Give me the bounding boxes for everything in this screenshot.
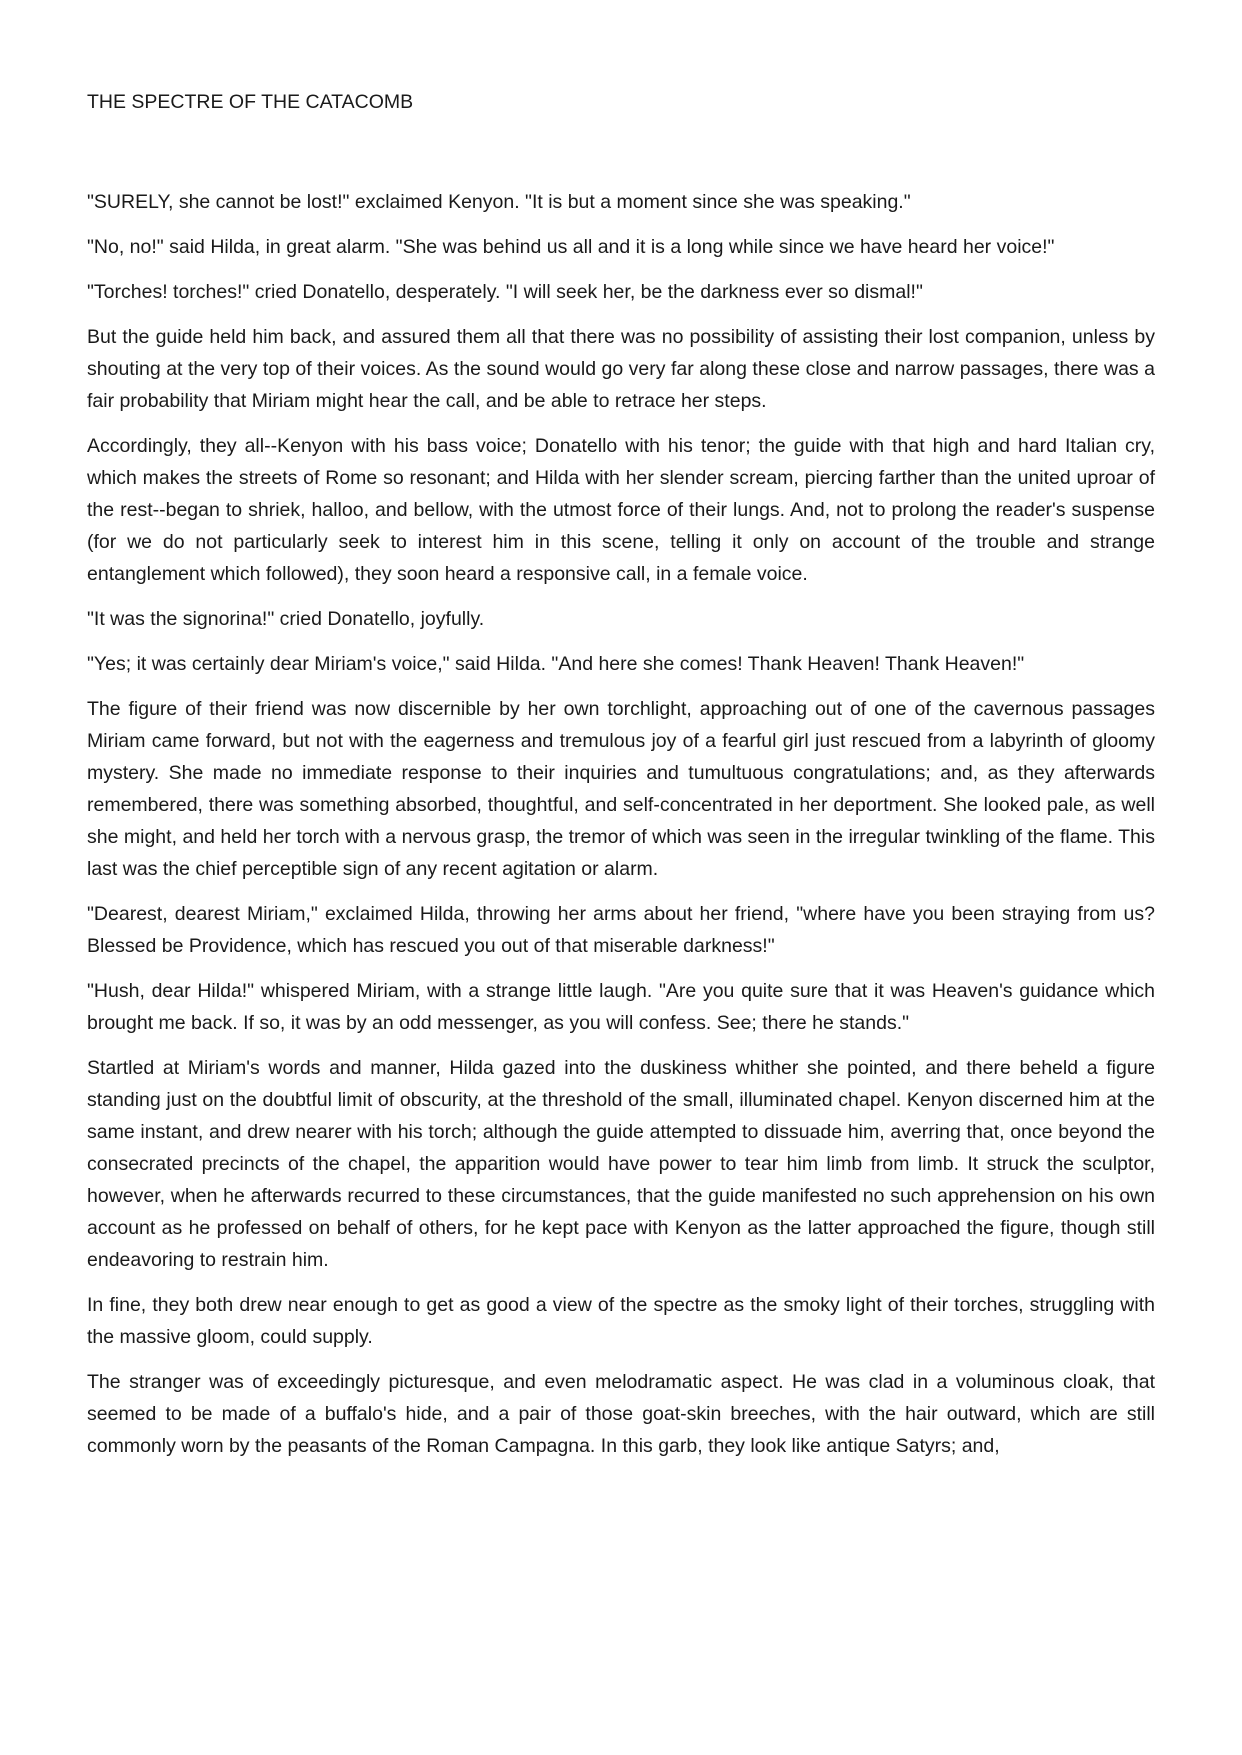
paragraph: "It was the signorina!" cried Donatello, joyfully. (87, 608, 485, 630)
paragraph: Accordingly, they all--Kenyon with his bass voice; Donatello with his tenor; the guide with that high and hard Italian cry, which makes the streets of Rome so resonant; and Hilda with her slender scream, piercing farther than the united uproar of the rest--began to shriek, halloo, and bellow, with the utmost force of their lungs. And, not to prolong the reader's suspense (for we do not particularly seek to interest him in this scene, telling it only on account of the trouble and strange entanglement which followed), they soon heard a responsive call, in a female voice. (87, 435, 1155, 585)
paragraph: But the guide held him back, and assured them all that there was no possibility of assisting their lost companion, unless by shouting at the very top of their voices. As the sound would go very far along these close and narrow passages, there was a fair probability that Miriam might hear the call, and be able to retrace her steps. (87, 326, 1155, 412)
document-title: THE SPECTRE OF THE CATACOMB (87, 91, 414, 113)
paragraph: The figure of their friend was now discernible by her own torchlight, approaching out of one of the cavernous passages Miriam came forward, but not with the eagerness and tremulous joy of a fearful girl just rescued from a labyrinth of gloomy mystery. She made no immediate response to their inquiries and tumultuous congratulations; and, as they afterwards remembered, there was something absorbed, thoughtful, and self-concentrated in her deportment. She looked pale, as well she might, and held her torch with a nervous grasp, the tremor of which was seen in the irregular twinkling of the flame. This last was the chief perceptible sign of any recent agitation or alarm. (87, 698, 1155, 880)
paragraph: "Dearest, dearest Miriam," exclaimed Hilda, throwing her arms about her friend, "where have you been straying from us? Blessed be Providence, which has rescued you out of that miserable darkness!" (87, 903, 1155, 957)
paragraph: "SURELY, she cannot be lost!" exclaimed Kenyon. "It is but a moment since she was speaking." (87, 191, 911, 213)
paragraph: In fine, they both drew near enough to get as good a view of the spectre as the smoky light of their torches, struggling with the massive gloom, could supply. (87, 1294, 1155, 1348)
paragraph: Startled at Miriam's words and manner, Hilda gazed into the duskiness whither she pointed, and there beheld a figure standing just on the doubtful limit of obscurity, at the threshold of the small, illuminated chapel. Kenyon discerned him at the same instant, and drew nearer with his torch; although the guide attempted to dissuade him, averring that, once beyond the consecrated precincts of the chapel, the apparition would have power to tear him limb from limb. It struck the sculptor, however, when he afterwards recurred to these circumstances, that the guide manifested no such apprehension on his own account as he professed on behalf of others, for he kept pace with Kenyon as the latter approached the figure, though still endeavoring to restrain him. (87, 1057, 1155, 1271)
paragraph: The stranger was of exceedingly picturesque, and even melodramatic aspect. He was clad in a voluminous cloak, that seemed to be made of a buffalo's hide, and a pair of those goat-skin breeches, with the hair outward, which are still commonly worn by the peasants of the Roman Campagna. In this garb, they look like antique Satyrs; and, (87, 1371, 1155, 1457)
paragraph: "Hush, dear Hilda!" whispered Miriam, with a strange little laugh. "Are you quite sure that it was Heaven's guidance which brought me back. If so, it was by an odd messenger, as you will confess. See; there he stands." (87, 980, 1155, 1034)
paragraph: "Torches! torches!" cried Donatello, desperately. "I will seek her, be the darkness ever so dismal!" (87, 281, 923, 303)
paragraph: "Yes; it was certainly dear Miriam's voice," said Hilda. "And here she comes! Thank Heaven! Thank Heaven!" (87, 653, 1025, 675)
paragraph: "No, no!" said Hilda, in great alarm. "She was behind us all and it is a long while since we have heard her voice!" (87, 236, 1055, 258)
document-page (87, 86, 1155, 1475)
